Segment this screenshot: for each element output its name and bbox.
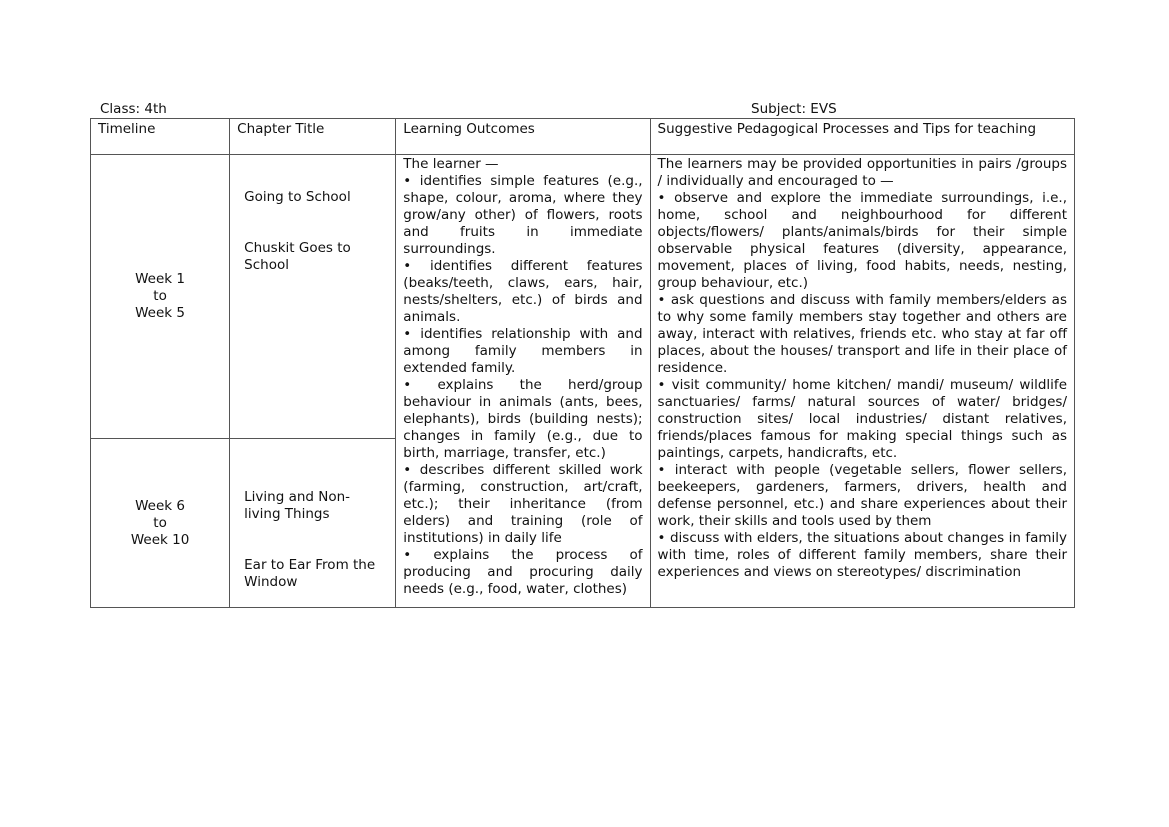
process-item: • interact with people (vegetable sellers, flower sellers, beekeepers, gardeners, farmers, drivers, health and defense personnel, etc.) and share experiences about their work, their skills and tools used by them [657, 462, 1067, 529]
process-intro: The learners may be provided opportunities in pairs /groups / individually and encouraged to — [657, 156, 1067, 189]
pedagogical-processes-cell [650, 155, 1074, 608]
timeline-end: Week 5 [135, 305, 185, 321]
timeline-to: to [153, 514, 167, 531]
chapter-title: Living and Non-living Things [244, 489, 351, 522]
learning-outcomes-cell [396, 155, 650, 608]
outcome-item: • explains the herd/group behaviour in animals (ants, bees, elephants), birds (building nests); changes in family (e.g., due to birth, marriage, transfer, etc.) [403, 377, 643, 461]
chapter-title-cell [230, 439, 396, 608]
timeline-cell [91, 439, 230, 608]
outcome-item: • describes different skilled work (farming, construction, art/craft, etc.); their inheritance (from elders) and training (role of institutions) in daily life [403, 462, 643, 546]
outcome-intro: The learner — [403, 156, 499, 172]
timeline-range [91, 271, 229, 322]
timeline-range [91, 498, 229, 549]
process-item: • visit community/ home kitchen/ mandi/ museum/ wildlife sanctuaries/ farms/ natural sources of water/ bridges/ construction sites/ local industries/ distant relatives, friends/places famous for making special things such as paintings, carpets, handicrafts, etc. [657, 377, 1067, 461]
table-row [91, 155, 1075, 439]
column-header-pedagogical-processes: Suggestive Pedagogical Processes and Tips for teaching [650, 119, 1074, 155]
timeline-cell [91, 155, 230, 439]
outcome-item: • identifies relationship with and among family members in extended family. [403, 326, 643, 376]
timeline-to: to [153, 288, 167, 304]
subject-label: Subject: EVS [751, 101, 837, 117]
process-item: • observe and explore the immediate surroundings, i.e., home, school and neighbourhood for different objects/flowers/ plants/animals/birds for their simple observable physical features (diversity, appearance, movement, places of living, food habits, needs, nesting, group behaviour, etc.) [657, 190, 1067, 291]
chapter-title-cell [230, 155, 396, 439]
column-header-timeline: Timeline [91, 119, 230, 155]
outcome-item: • identifies different features (beaks/teeth, claws, ears, hair, nests/shelters, etc.) of birds and animals. [403, 258, 643, 325]
curriculum-table [90, 118, 1075, 608]
timeline-end: Week 10 [130, 531, 190, 548]
timeline-start: Week 1 [135, 271, 185, 287]
process-item: • ask questions and discuss with family members/elders as to why some family members stay together and others are away, interact with relatives, friends etc. who stay at far off places, about the houses/ transport and life in their place of residence. [657, 292, 1067, 376]
chapter-title: Chuskit Goes to School [244, 240, 351, 273]
column-header-learning-outcomes: Learning Outcomes [396, 119, 650, 155]
table-header-row [91, 119, 1075, 155]
class-label: Class: 4th [100, 101, 167, 117]
outcome-item: • explains the process of producing and procuring daily needs (e.g., food, water, clothes) [403, 547, 643, 597]
chapter-title: Going to School [244, 189, 351, 205]
outcome-item: • identifies simple features (e.g., shape, colour, aroma, where they grow/any other) of flowers, roots and fruits in immediate surroundings. [403, 173, 643, 257]
timeline-start: Week 6 [135, 497, 185, 514]
column-header-chapter-title: Chapter Title [230, 119, 396, 155]
process-item: • discuss with elders, the situations about changes in family with time, roles of different family members, share their experiences and views on stereotypes/ discrimination [657, 530, 1067, 580]
chapter-title: Ear to Ear From the Window [244, 557, 376, 590]
